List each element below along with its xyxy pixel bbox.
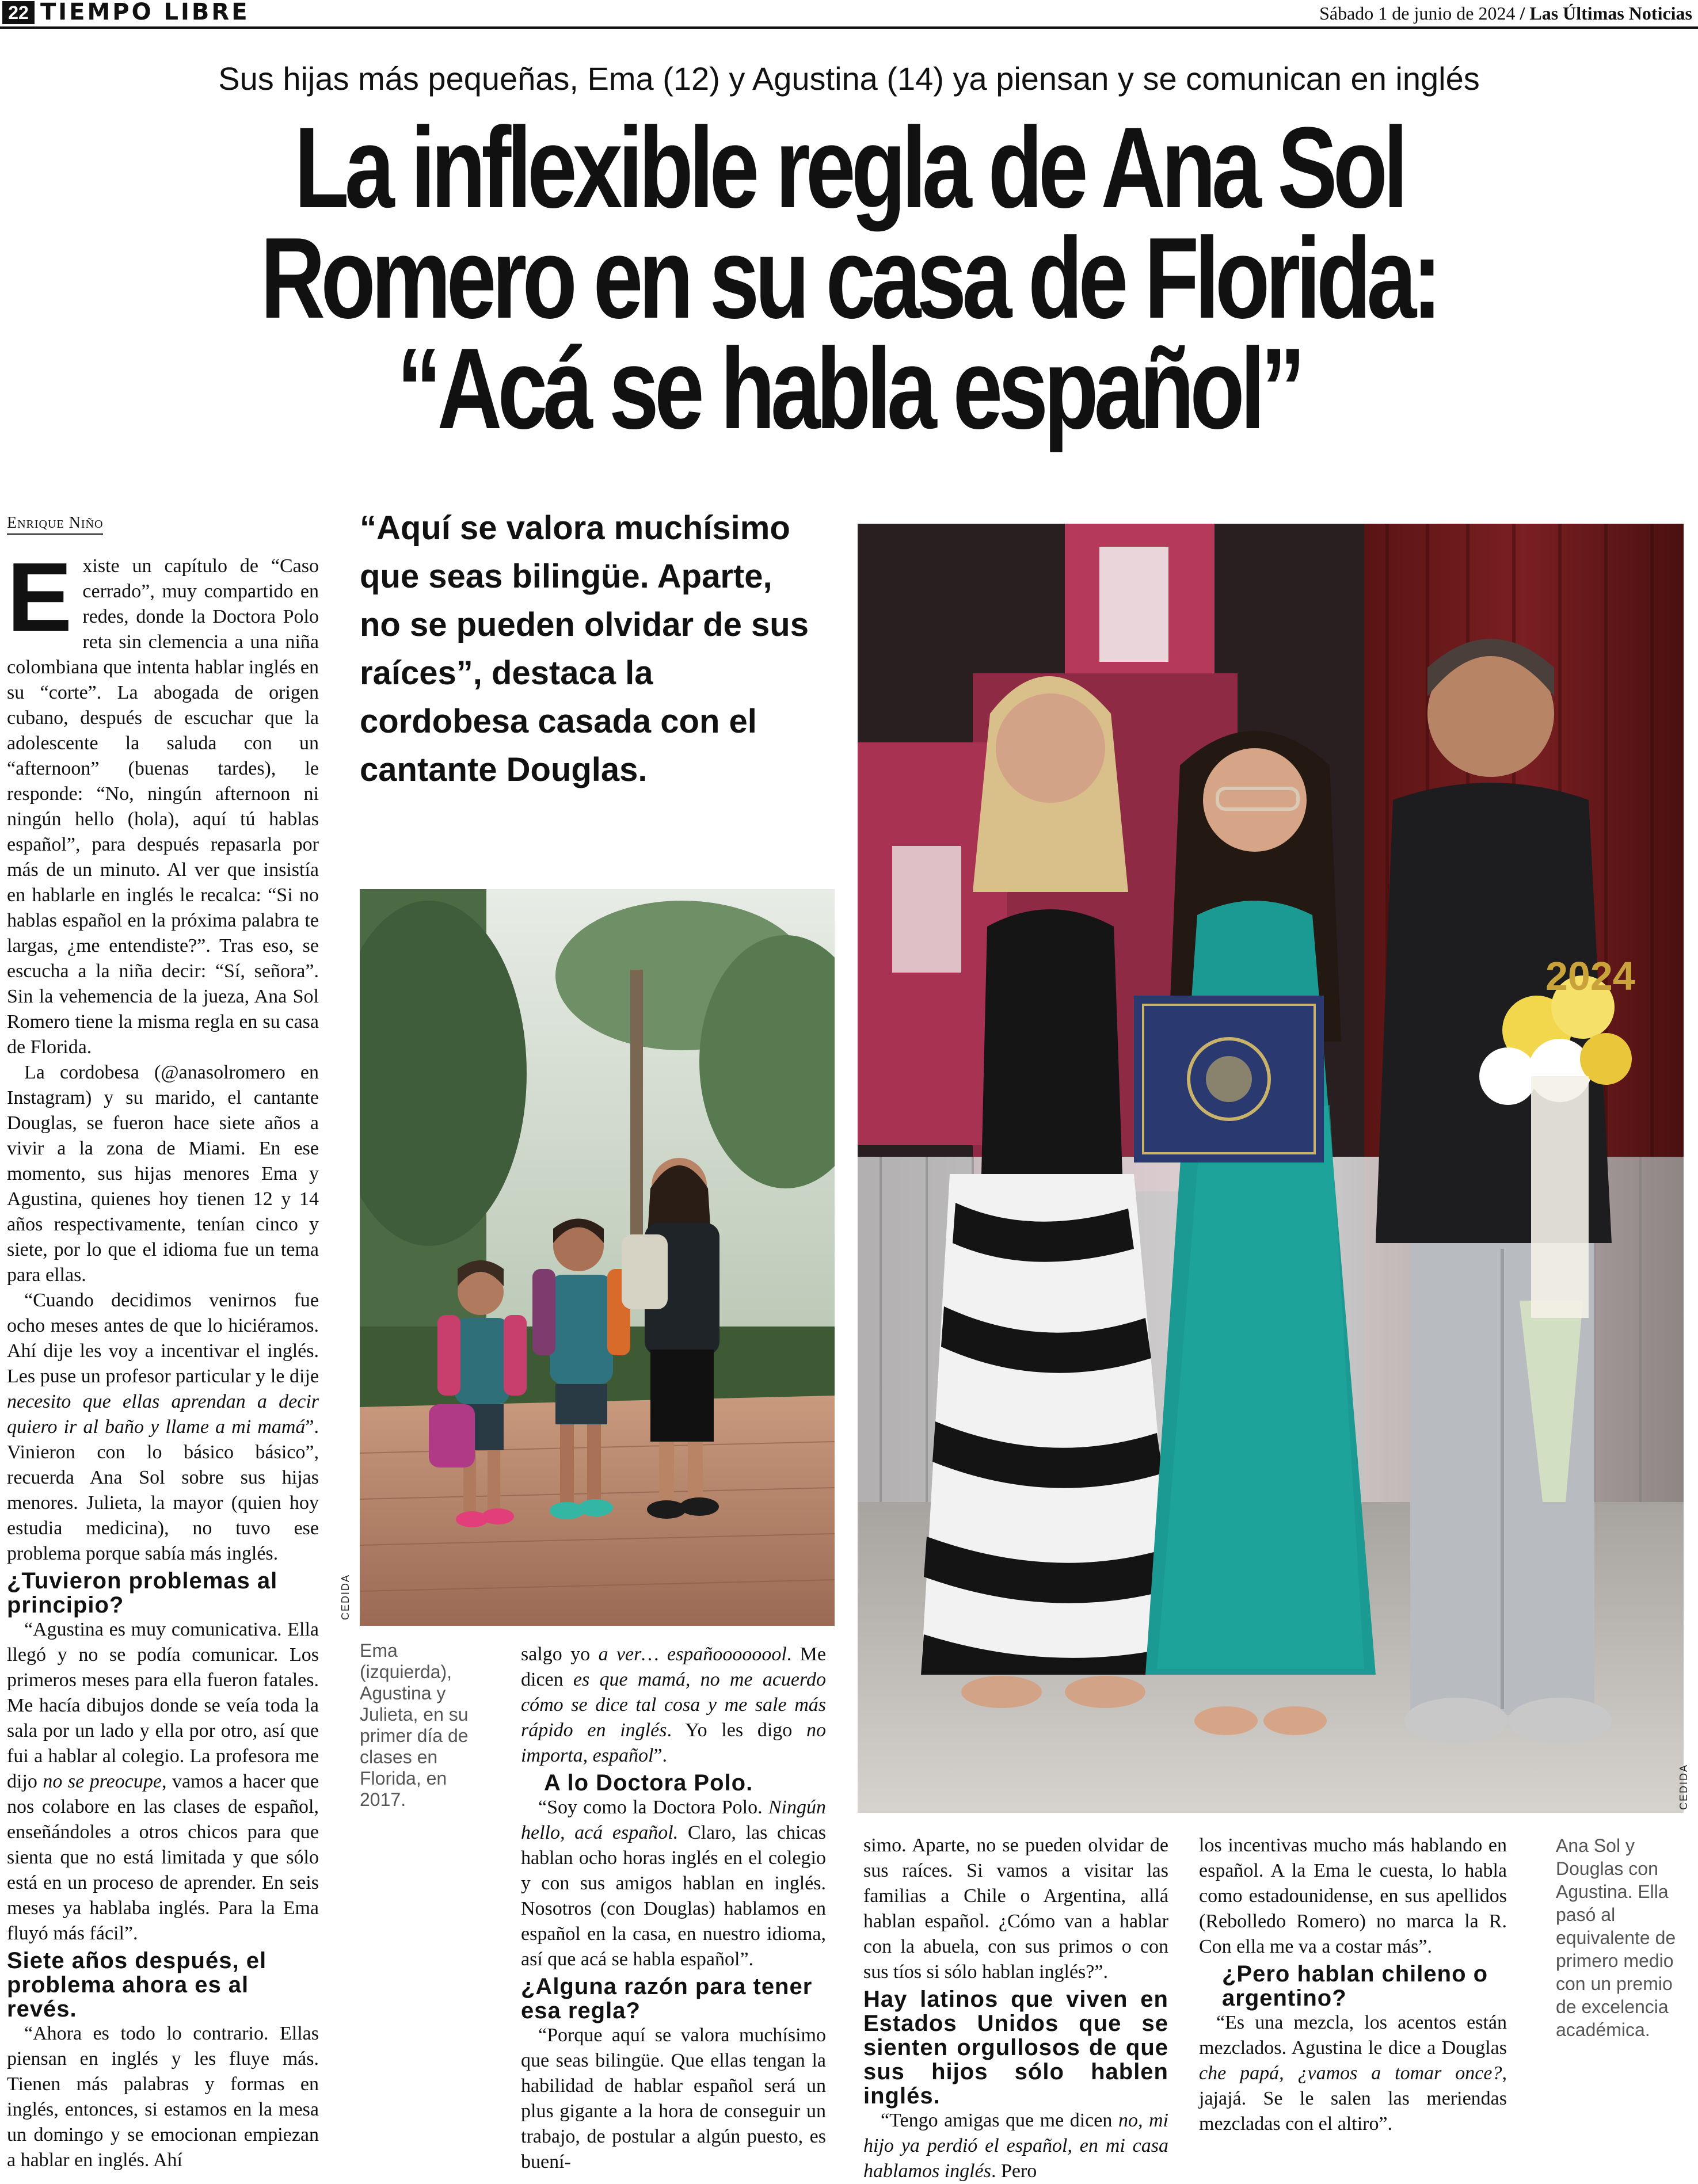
page-header [0, 0, 1698, 29]
daughters-photo-image [360, 889, 835, 1626]
paragraph: “Es una mezcla, los acentos están mezclados. Agustina le dice a Douglas che papá, ¿vamos a tomar once?, jajajá. Se le salen las meriendas mezcladas con el altiro”. [1199, 2012, 1507, 2135]
dateline [1319, 2, 1692, 24]
paragraph: “Porque aquí se valora muchísimo que seas bilingüe. Que ellas tengan la habilidad de hablar español será un plus gigante a la hora de conseguir un trabajo, de postular a algún puesto, es buení- [521, 2025, 826, 2172]
article-kicker: Sus hijas más pequeñas, Ema (12) y Agustina (14) ya piensan y se comunican en inglés [218, 60, 1480, 97]
paragraph: “Agustina es muy comunicativa. Ella llegó y no se podía comunicar. Los primeros meses para ella fueron fatales. Me hacía dibujos donde se veía toda la sala por un lado y ella por otro, así que fui a hablar al colegio. La profesora me dijo no se preocupe, vamos a hacer que nos colabore en las clases de español, enseñándoles a otros chicos para que sienta que no está limitada y que sólo está en un proceso de aprender. En seis meses ya hablaba inglés. Para la Ema fluyó más fácil”. [7, 1619, 319, 1944]
subheading: ¿Tuvieron problemas al principio? [7, 1568, 278, 1618]
headline-line: “Acá se habla español” [397, 325, 1301, 453]
article-column-2 [521, 1642, 826, 2175]
paragraph: “Tengo amigas que me dicen no, mi hijo ya perdió el español, en mi casa hablamos inglés. Pero [863, 2110, 1168, 2182]
subheading: Hay latinos que viven en Estados Unidos que se sienten orgullosos de que sus hijos sólo hablen inglés. [863, 1987, 1168, 2109]
article-column-1 [7, 543, 319, 2173]
article-column-4 [1199, 1833, 1507, 2137]
newspaper-name: Las Últimas Noticias [1529, 3, 1692, 24]
page-number: 22 [2, 1, 35, 24]
paragraph: “Soy como la Doctora Polo. Ningún hello, acá español. Claro, las chicas hablan ocho horas inglés en el colegio y con sus amigos hablan en inglés. Nosotros (con Douglas) hablamos en español en la casa, en nuestro idioma, así que acá se habla español”. [521, 1797, 826, 1970]
byline: Enrique Niño [7, 514, 103, 535]
issue-date: Sábado 1 de junio de 2024 [1319, 3, 1516, 24]
dateline-separator: / [1520, 3, 1525, 24]
family-photo-image [858, 524, 1684, 1813]
article-column-3 [863, 1833, 1168, 2184]
photo-caption: Ema (izquierda), Agustina y Julieta, en su primer día de clases en Florida, en 2017. [360, 1640, 469, 1810]
photo-three-daughters [360, 889, 835, 1626]
subheading: ¿Pero hablan chileno o argentino? [1222, 1961, 1488, 2011]
photo-credit: CEDIDA [1678, 1763, 1689, 1810]
photo-caption: Ana Sol y Douglas con Agustina. Ella pasó al equivalente de primero medio con un premio de excelencia académica. [1556, 1835, 1676, 2040]
paragraph: “Cuando decidimos venirnos fue ocho meses antes de que lo hiciéramos. Ahí dije les voy a incentivar el inglés. Les puse un profesor particular y le dije necesito que ellas aprendan a decir quiero ir al baño y llame a mi mamá”. Vinieron con lo básico básico”, recuerda Ana Sol sobre sus hijas menores. Julieta, la mayor (quien hoy estudia medicina), no tuvo ese problema porque sabía más inglés. [7, 1290, 319, 1564]
headline-line: La inflexible regla de Ana Sol [294, 104, 1404, 232]
paragraph: Existe un capítulo de “Caso cerrado”, muy compartido en redes, donde la Doctora Polo reta sin clemencia a una niña colombiana que intenta hablar inglés en su “corte”. La abogada de origen cubano, después de escuchar que la adolescente la saluda con un “afternoon” (buenas tardes), le responde: “No, ningún afternoon ni ningún hello (hola), aquí tú hablas español”, para después repasarla por más de un minuto. Al ver que insistía en hablarle en inglés le recalca: “Si no hablas español en la próxima palabra te largas, ¿me entendiste?”. Tras eso, se escucha a la niña decir: “Sí, señora”. Sin la vehemencia de la jueza, Ana Sol Romero tiene la misma regla en su casa de Florida. [7, 543, 319, 1058]
drop-cap: E [7, 543, 73, 652]
photo-credit: CEDIDA [340, 1573, 351, 1620]
article-headline [187, 104, 1512, 453]
paragraph: “Ahora es todo lo contrario. Ellas piensan en inglés y les fluye más. Tienen más palabras y formas en inglés, entonces, si estamos en la mesa un domingo y se emocionan empiezan a hablar en inglés. Ahí [7, 2023, 319, 2171]
headline-line: Romero en su casa de Florida: [260, 214, 1438, 342]
subheading: Siete años después, el problema ahora es al revés. [7, 1948, 267, 2022]
pull-quote: “Aquí se valora muchísimo que seas bilingüe. Aparte, no se pueden olvidar de sus raíces”, destaca la cordobesa casada con el cantante Douglas. [360, 509, 809, 788]
balloon-2024: 2024 [1545, 954, 1635, 998]
paragraph: La cordobesa (@anasolromero en Instagram) y su marido, el cantante Douglas, se fueron hace siete años a vivir a la zona de Miami. En ese momento, sus hijas menores Ema y Agustina, quienes hoy tienen 12 y 14 años respectivamente, tenían cinco y siete, por lo que el idioma fue un tema para ellas. [7, 1062, 319, 1286]
subheading: ¿Alguna razón para tener esa regla? [521, 1974, 813, 2023]
subheading: A lo Doctora Polo. [544, 1770, 753, 1796]
photo-family-graduation [858, 524, 1684, 1813]
paragraph: los incentivas mucho más hablando en español. A la Ema le cuesta, lo habla como estadounidense, en sus apellidos (Rebolledo Romero) no marca la R. Con ella me va a costar más”. [1199, 1835, 1507, 1957]
paragraph: salgo yo a ver… españoooooool. Me dicen es que mamá, no me acuerdo cómo se dice tal cosa y me sale más rápido en inglés. Yo les digo no importa, español”. [521, 1644, 826, 1766]
section-title: TIEMPO LIBRE [40, 0, 250, 25]
paragraph: simo. Aparte, no se pueden olvidar de sus raíces. Si vamos a visitar las familias a Chile o Argentina, allá hablan español. ¿Cómo van a hablar con la abuela, con sus primos o con sus tíos si sólo hablan inglés?”. [863, 1835, 1168, 1983]
